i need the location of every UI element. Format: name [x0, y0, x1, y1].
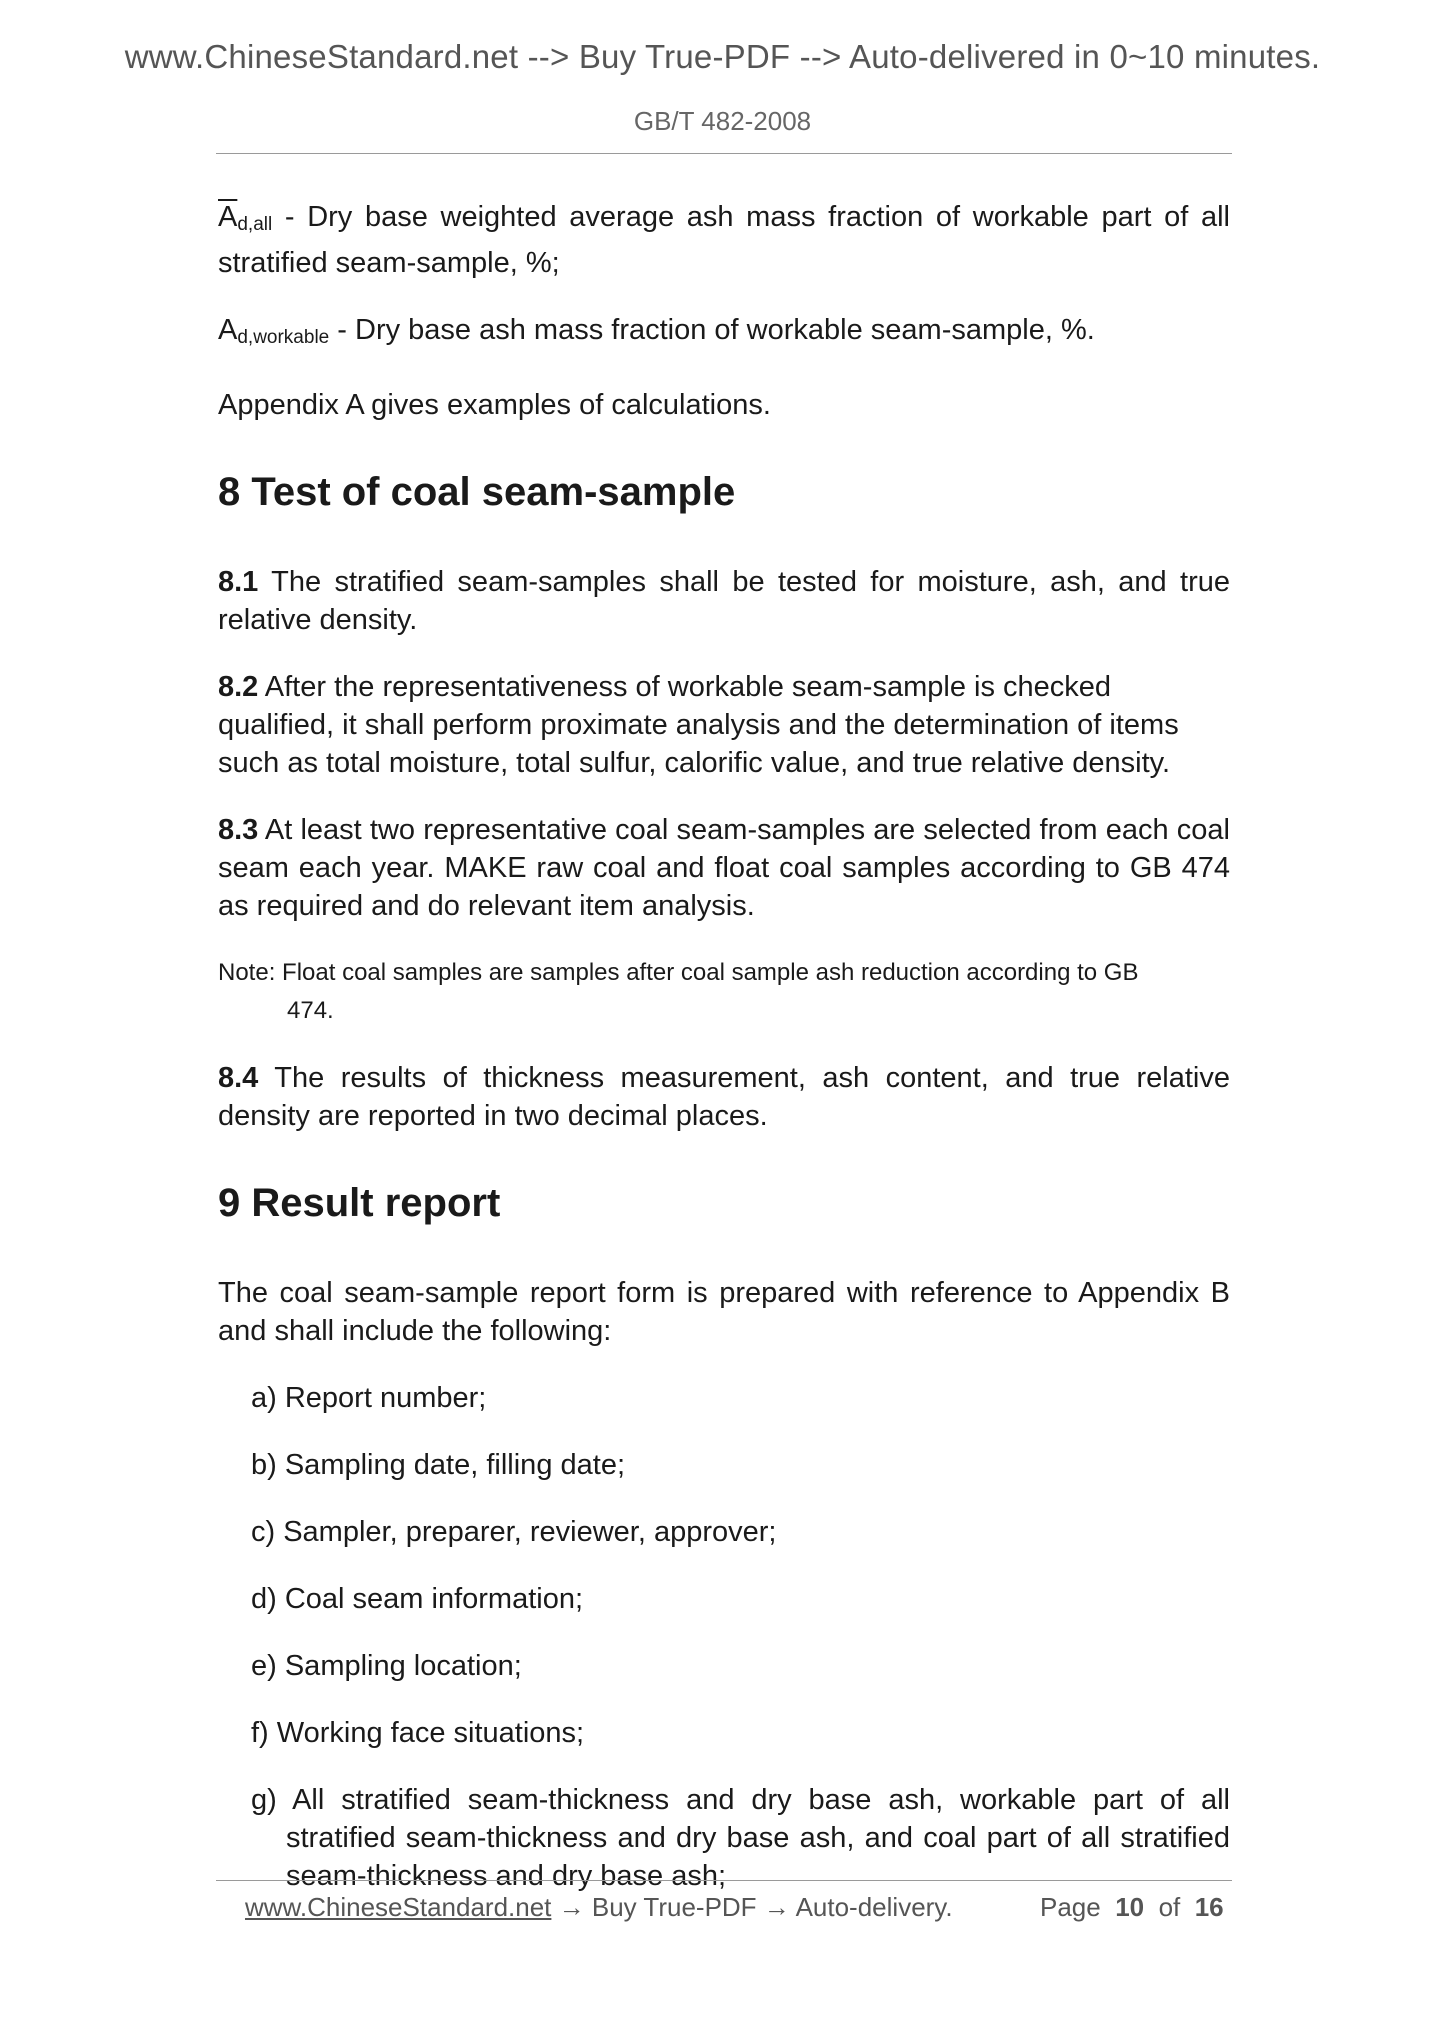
clause-8-3: 8.3 At least two representative coal seam-samples are selected from each coal seam each year. MAKE raw coal and float coal samples according to GB 474 as required and do relevant item analysis. [218, 814, 1230, 922]
standard-code: GB/T 482-2008 [633, 106, 812, 136]
list-item: g) All stratified seam-thickness and dry base ash, workable part of all stratified seam-thickness and dry base ash, and coal part of all stratified seam-thickness and dry base ash; [251, 1784, 1230, 1892]
footer-divider [216, 1880, 1232, 1881]
definition-ad-workable: $A_{d,workable}$ - Dry base ash mass fraction of workable seam-sample, %. [218, 314, 1095, 348]
list-item: b) Sampling date, filling date; [251, 1449, 625, 1481]
section-9-intro: The coal seam-sample report form is prepared with reference to Appendix B and shall include the following: [218, 1277, 1230, 1347]
page-content [218, 198, 1230, 1924]
symbol: $\overline{A}_{d,all}$ [218, 201, 273, 235]
symbol: $A_{d,workable}$ [218, 314, 330, 348]
top-banner: www.ChineseStandard.net --> Buy True-PDF --> Auto-delivered in 0~10 minutes. [124, 38, 1321, 75]
clause-8-2: 8.2 After the representativeness of workable seam-sample is checked qualified, it shall perform proximate analysis and the determination of items such as total moisture, total sulfur, calorific value, and true relative density. [218, 671, 1179, 779]
list-item: c) Sampler, preparer, reviewer, approver; [251, 1516, 777, 1548]
clause-8-1: 8.1 The stratified seam-samples shall be tested for moisture, ash, and true relative density. [218, 566, 1230, 636]
footer-link[interactable]: www.ChineseStandard.net [245, 1892, 552, 1922]
appendix-note: Appendix A gives examples of calculations. [218, 389, 771, 421]
list-item: a) Report number; [251, 1382, 487, 1414]
definition-ad-all: $\overline{A}_{d,all}$ - Dry base weighted average ash mass fraction of workable part of all stratified seam-sample, %; [218, 201, 1230, 279]
footer-text: → Buy True-PDF → Auto-delivery. [551, 1892, 953, 1922]
header-divider [216, 153, 1232, 154]
clause-8-4: 8.4 The results of thickness measurement, ash content, and true relative density are reported in two decimal places. [218, 1062, 1230, 1132]
list-item: e) Sampling location; [251, 1650, 522, 1682]
section-9-heading: 9 Result report [218, 1181, 501, 1225]
page-number: Page 10 of 16 [1040, 1892, 1224, 1922]
note: Note: Float coal samples are samples after coal sample ash reduction according to GB 474. [218, 959, 1139, 1024]
list-item: d) Coal seam information; [251, 1583, 584, 1615]
footer [245, 1892, 1230, 1923]
list-item: f) Working face situations; [251, 1717, 585, 1749]
section-8-heading: 8 Test of coal seam-sample [218, 470, 736, 514]
report-items-list [218, 1379, 1230, 1895]
